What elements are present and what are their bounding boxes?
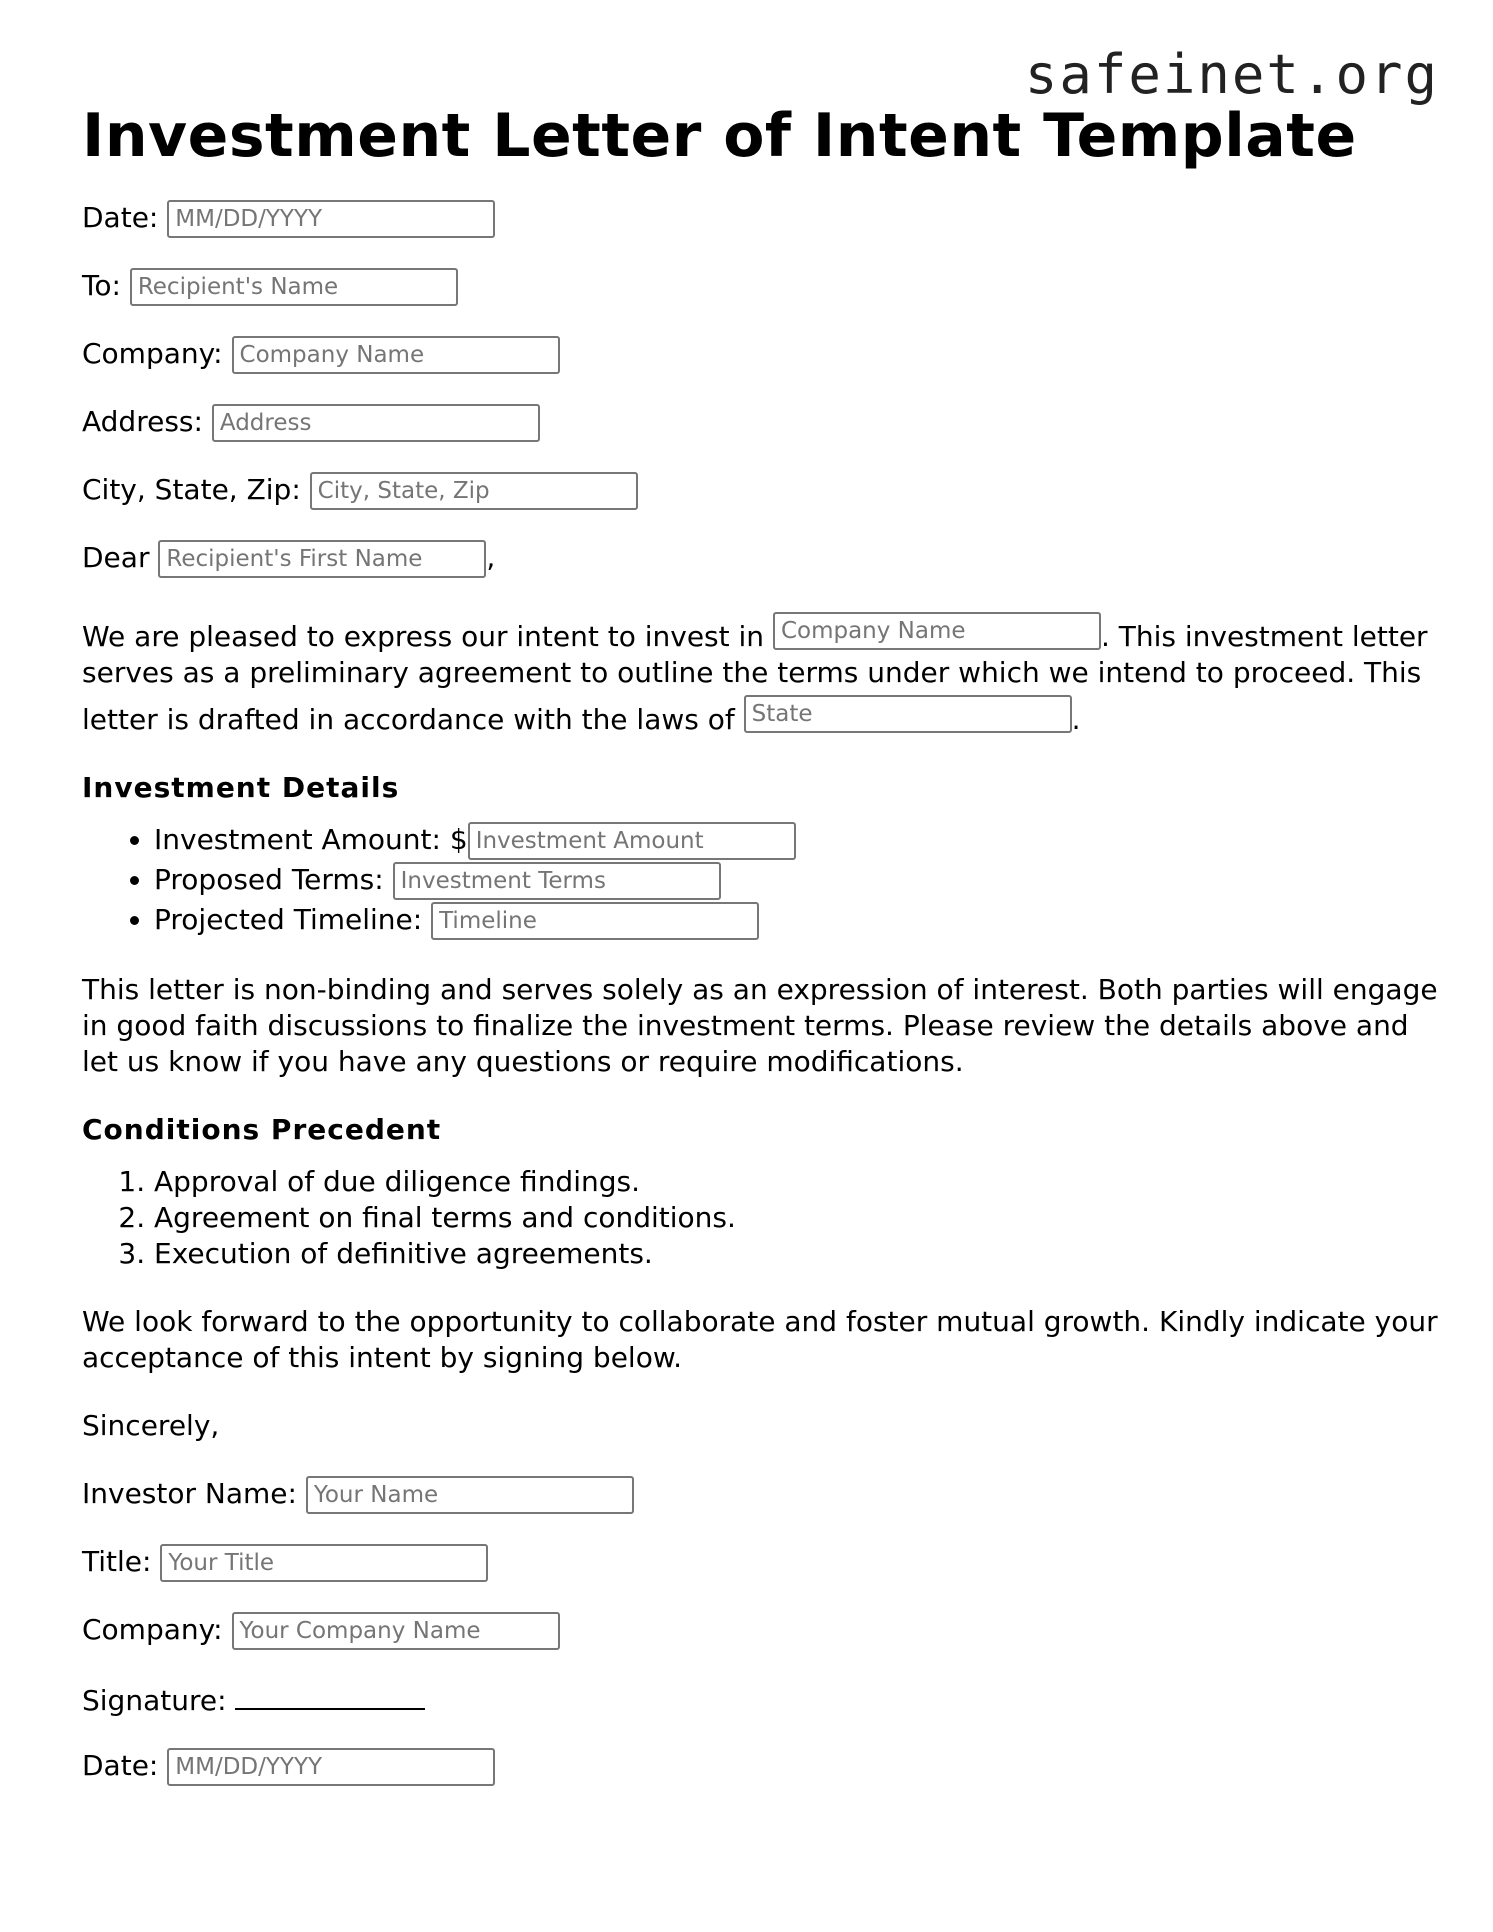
- city-state-zip-label: City, State, Zip:: [82, 473, 301, 506]
- recipient-name-input[interactable]: Recipient's Name: [130, 268, 458, 306]
- proposed-terms-label: Proposed Terms:: [154, 863, 393, 896]
- address-label: Address:: [82, 405, 203, 438]
- date-row: [82, 200, 1442, 236]
- list-item: 2. Agreement on final terms and conditions.: [154, 1200, 1442, 1236]
- investment-details-list: [82, 822, 1442, 940]
- conditions-list: [82, 1164, 1442, 1272]
- investment-terms-input[interactable]: Investment Terms: [393, 862, 721, 900]
- signature-line[interactable]: [235, 1680, 425, 1710]
- company-label: Company:: [82, 337, 223, 370]
- investor-company-row: [82, 1612, 1442, 1648]
- list-item: [154, 902, 1442, 940]
- intro-text-3: .: [1071, 703, 1081, 736]
- signature-date-input[interactable]: MM/DD/YYYY: [167, 1748, 495, 1786]
- intro-text-1: We are pleased to express our intent to invest in: [82, 620, 773, 653]
- page-title: Investment Letter of Intent Template: [82, 101, 1357, 171]
- signature-row: [82, 1680, 1442, 1716]
- list-item: [154, 822, 1442, 860]
- intro-paragraph: [82, 608, 1442, 738]
- investment-details-heading: Investment Details: [82, 771, 400, 804]
- address-input[interactable]: Address: [212, 404, 540, 442]
- city-state-zip-row: [82, 472, 1442, 508]
- investor-name-input[interactable]: Your Name: [306, 1476, 634, 1514]
- recipient-label: To:: [82, 269, 121, 302]
- investor-title-input[interactable]: Your Title: [160, 1544, 488, 1582]
- salutation-prefix: Dear: [82, 541, 150, 574]
- list-item: [154, 862, 1442, 900]
- conditions-heading: Conditions Precedent: [82, 1113, 442, 1146]
- timeline-input[interactable]: Timeline: [431, 902, 759, 940]
- recipient-first-name-input[interactable]: Recipient's First Name: [158, 540, 486, 578]
- state-input[interactable]: State: [744, 695, 1072, 733]
- letter-document: [82, 100, 1442, 1816]
- signature-date-label: Date:: [82, 1749, 159, 1782]
- city-state-zip-input[interactable]: City, State, Zip: [310, 472, 638, 510]
- company-row: [82, 336, 1442, 372]
- intro-text-2: . This investment letter serves as a preliminary agreement to outline the terms under which we intend to proceed. This letter is drafted in accordance with the laws of: [82, 620, 1428, 736]
- date-label: Date:: [82, 201, 159, 234]
- salutation-row: [82, 540, 1442, 576]
- investment-amount-label: Investment Amount: $: [154, 823, 468, 856]
- site-watermark: safeinet.org: [1024, 43, 1439, 106]
- list-item: 3. Execution of definitive agreements.: [154, 1236, 1442, 1272]
- investor-name-row: [82, 1476, 1442, 1512]
- signature-label: Signature:: [82, 1684, 227, 1717]
- sign-off: Sincerely,: [82, 1409, 220, 1442]
- address-row: [82, 404, 1442, 440]
- closing-paragraph: We look forward to the opportunity to collaborate and foster mutual growth. Kindly indicate your acceptance of this intent by signing below.: [82, 1305, 1438, 1374]
- projected-timeline-label: Projected Timeline:: [154, 903, 432, 936]
- invest-company-input[interactable]: Company Name: [773, 612, 1101, 650]
- investor-title-row: [82, 1544, 1442, 1580]
- recipient-row: [82, 268, 1442, 304]
- salutation-comma: ,: [486, 541, 496, 574]
- date-input[interactable]: MM/DD/YYYY: [167, 200, 495, 238]
- investor-company-input[interactable]: Your Company Name: [232, 1612, 560, 1650]
- investment-amount-input[interactable]: Investment Amount: [468, 822, 796, 860]
- company-name-input[interactable]: Company Name: [232, 336, 560, 374]
- investor-name-label: Investor Name:: [82, 1477, 297, 1510]
- nonbinding-paragraph: This letter is non-binding and serves solely as an expression of interest. Both parties will engage in good faith discussions to finalize the investment terms. Please review the details above and let us know if you have any questions or require modifications.: [82, 973, 1438, 1078]
- list-item: 1. Approval of due diligence findings.: [154, 1164, 1442, 1200]
- investor-title-label: Title:: [82, 1545, 152, 1578]
- signature-date-row: [82, 1748, 1442, 1784]
- investor-company-label: Company:: [82, 1613, 223, 1646]
